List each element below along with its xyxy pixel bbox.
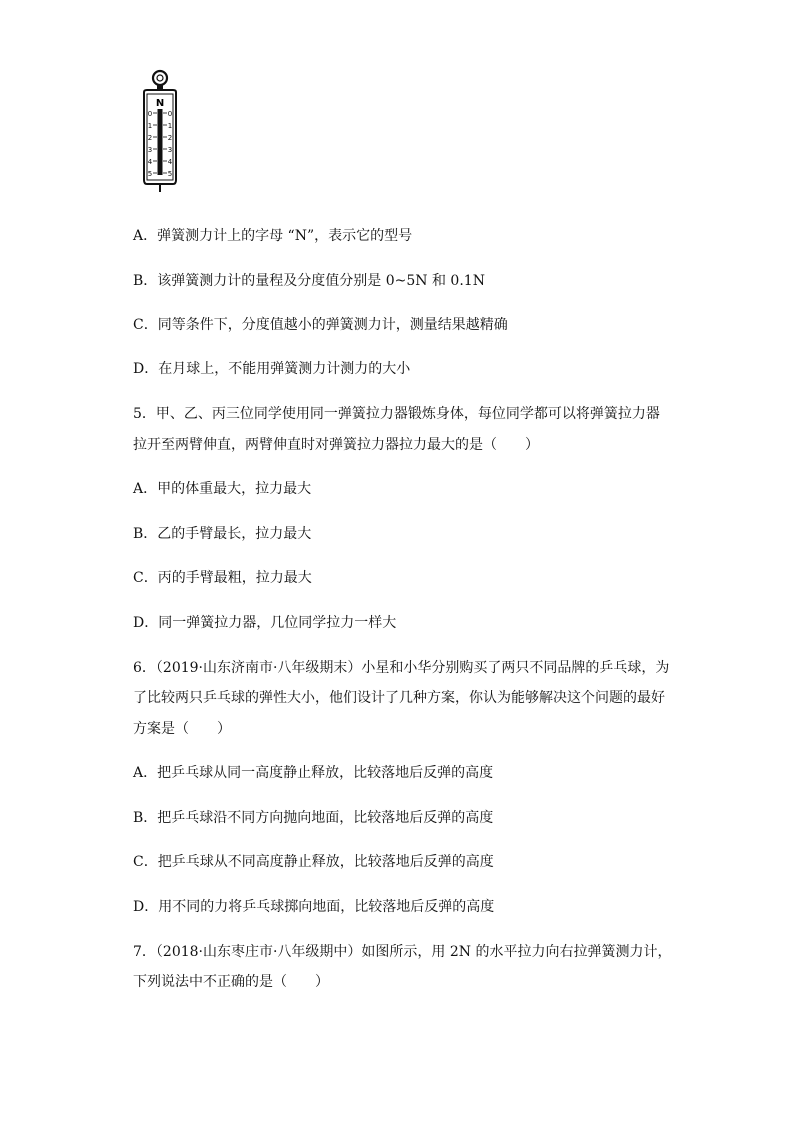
q6-stem-line-2: 了比较两只乒乓球的弹性大小，他们设计了几种方案，你认为能够解决这个问题的最好 [133, 690, 665, 706]
q5-stem-line-2: 拉开至两臂伸直，两臂伸直时对弹簧拉力器拉力最大的是（ ） [133, 437, 539, 453]
q5-option-a: A．甲的体重最大，拉力最大 [133, 481, 312, 497]
spring-scale-figure [138, 68, 182, 198]
scale-right-1: 1 [167, 122, 173, 130]
scale-left-1: 1 [147, 122, 153, 130]
q6-option-b: B．把乒乓球沿不同方向抛向地面，比较落地后反弹的高度 [133, 810, 494, 826]
q5-stem-line-1: 5．甲、乙、丙三位同学使用同一弹簧拉力器锻炼身体，每位同学都可以将弹簧拉力器 [133, 406, 660, 422]
q7-stem-line-1: 7．（2018·山东枣庄市·八年级期中）如图所示，用 2N 的水平拉力向右拉弹簧测力计， [133, 944, 672, 960]
q6-stem-line-3: 方案是（ ） [133, 721, 231, 737]
scale-right-3: 3 [167, 146, 173, 154]
scale-left-0: 0 [147, 110, 153, 118]
q6-stem-line-1: 6．（2019·山东济南市·八年级期末）小星和小华分别购买了两只不同品牌的乒乓球，为 [133, 660, 670, 676]
scale-left-3: 3 [147, 146, 153, 154]
scale-left-4: 4 [147, 158, 153, 166]
scale-right-4: 4 [167, 158, 173, 166]
q4-option-a: A．弹簧测力计上的字母 “N”，表示它的型号 [133, 228, 413, 244]
scale-right-5: 5 [167, 170, 173, 178]
q4-option-b: B．该弹簧测力计的量程及分度值分别是 0~5N 和 0.1N [133, 273, 485, 289]
q4-option-c: C．同等条件下，分度值越小的弹簧测力计，测量结果越精确 [133, 317, 508, 333]
spring-scale-slot [158, 109, 163, 175]
q5-option-b: B．乙的手臂最长，拉力最大 [133, 526, 312, 542]
q4-option-d: D．在月球上，不能用弹簧测力计测力的大小 [133, 361, 411, 377]
q6-option-c: C．把乒乓球从不同高度静止释放，比较落地后反弹的高度 [133, 854, 494, 870]
spring-scale-unit-label: N [155, 98, 165, 109]
spring-scale-ring [153, 71, 167, 85]
q6-option-a: A．把乒乓球从同一高度静止释放，比较落地后反弹的高度 [133, 765, 494, 781]
scale-left-2: 2 [147, 134, 153, 142]
q5-option-c: C．丙的手臂最粗，拉力最大 [133, 570, 312, 586]
scale-left-5: 5 [147, 170, 153, 178]
q6-option-d: D．用不同的力将乒乓球掷向地面，比较落地后反弹的高度 [133, 899, 495, 915]
scale-right-2: 2 [167, 134, 173, 142]
q7-stem-line-2: 下列说法中不正确的是（ ） [133, 974, 329, 990]
scale-right-0: 0 [167, 110, 173, 118]
q5-option-d: D．同一弹簧拉力器，几位同学拉力一样大 [133, 615, 397, 631]
